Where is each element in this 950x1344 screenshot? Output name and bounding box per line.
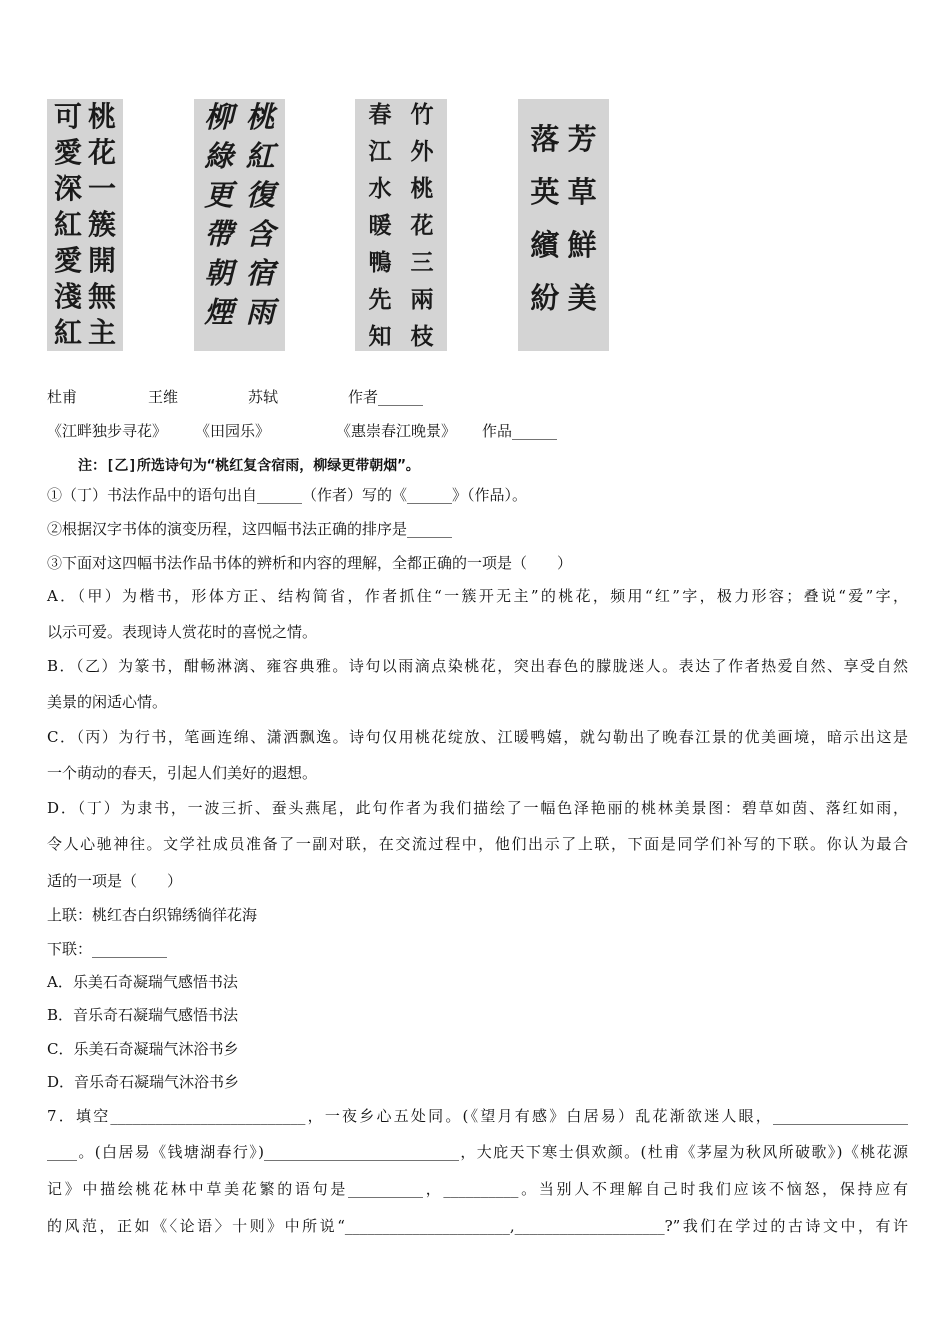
calligraphy-column [368, 101, 392, 350]
calligraphy-glyph: 柳 [204, 100, 234, 134]
author-wang-wei: 王维 [148, 388, 179, 406]
calligraphy-column [204, 100, 234, 347]
choice-d: D．音乐奇石凝瑞气沐浴书乡 [47, 1073, 240, 1091]
calligraphy-glyph: 三 [410, 249, 434, 276]
calligraphy-glyph: 知 [368, 323, 392, 350]
calligraphy-glyph: 水 [368, 175, 392, 202]
option-line: C．（丙）为行书，笔画连绵、潇洒飘逸。诗句仅用桃花绽放、江暖鸭嬉，就勾勒出了晚春江景的优美画境，暗示出这是 [47, 728, 908, 746]
choice-b: B．音乐奇石凝瑞气感悟书法 [47, 1006, 239, 1024]
calligraphy-glyph: 宿 [245, 256, 275, 290]
choice-a: A．乐美石奇凝瑞气感悟书法 [47, 973, 238, 991]
calligraphy-glyph: 簇 [87, 208, 116, 241]
calligraphy-ding [518, 99, 609, 351]
calligraphy-glyph: 枝 [410, 323, 434, 350]
calligraphy-glyph: 帶 [204, 217, 234, 251]
calligraphy-glyph: 可 [53, 100, 82, 133]
couplet-lower: 下联：__________ [47, 940, 168, 958]
calligraphy-glyph: 含 [245, 217, 275, 251]
option-line: 令人心驰神往。文学社成员准备了一副对联，在交流过程中，他们出示了上联，下面是同学们补写的下联。你认为最合 [47, 835, 908, 853]
calligraphy-glyph: 美 [567, 281, 597, 315]
calligraphy-glyph: 雨 [245, 295, 275, 329]
calligraphy-glyph: 桃 [245, 100, 275, 134]
calligraphy-glyph: 無 [87, 280, 116, 313]
work-huichong: 《惠崇春江晚景》 [336, 422, 457, 440]
calligraphy-glyph: 英 [530, 175, 560, 209]
option-line: B．（乙）为篆书，酣畅淋漓、雍容典雅。诗句以雨滴点染桃花，突出春色的朦胧迷人。表达了作者热爱自然、享受自然 [47, 657, 908, 675]
calligraphy-glyph: 江 [368, 138, 392, 165]
calligraphy-glyph: 桃 [87, 100, 116, 133]
calligraphy-glyph: 暖 [368, 212, 392, 239]
calligraphy-glyph: 芳 [567, 122, 597, 156]
calligraphy-glyph: 煙 [204, 295, 234, 329]
calligraphy-glyph: 愛 [53, 244, 82, 277]
calligraphy-yi [194, 99, 285, 351]
fill-line: 7．填空__________________________，一夜乡心五处同。(《望月有感》白居易）乱花渐欲迷人眼，__________________ [47, 1107, 908, 1125]
work-jiangpan: 《江畔独步寻花》 [47, 422, 168, 440]
note: 注：[乙]所选诗句为“桃红复含宿雨，柳绿更带朝烟”。 [78, 458, 420, 474]
calligraphy-glyph: 復 [245, 178, 275, 212]
calligraphy-glyph: 落 [530, 122, 560, 156]
question-line: ③下面对这四幅书法作品书体的辨析和内容的理解，全都正确的一项是（ ） [47, 554, 573, 572]
author-blank: 作者______ [348, 388, 424, 406]
option-line: 一个萌动的春天，引起人们美好的遐想。 [47, 764, 318, 782]
calligraphy-glyph: 竹 [410, 101, 434, 128]
calligraphy-glyph: 外 [410, 138, 434, 165]
work-blank: 作品______ [482, 422, 558, 440]
calligraphy-glyph: 桃 [410, 175, 434, 202]
calligraphy-glyph: 花 [87, 136, 116, 169]
calligraphy-glyph: 花 [410, 212, 434, 239]
calligraphy-glyph: 紅 [53, 316, 82, 349]
calligraphy-glyph: 鮮 [567, 228, 597, 262]
calligraphy-glyph: 開 [87, 244, 116, 277]
calligraphy-column [567, 122, 597, 347]
fill-line: 的风范，正如《〈论语〉十则》中所说“______________________,____________________?”我们在学过的古诗文中，有许 [47, 1217, 908, 1235]
calligraphy-glyph: 朝 [204, 256, 234, 290]
calligraphy-bing [355, 99, 447, 351]
calligraphy-glyph: 先 [368, 286, 392, 313]
calligraphy-glyph: 更 [204, 178, 234, 212]
calligraphy-column [530, 122, 560, 347]
calligraphy-column [53, 100, 82, 349]
fill-line: 记》中描绘桃花林中草美花繁的语句是__________，__________。当别人不理解自己时我们应该不恼怒，保持应有 [47, 1180, 908, 1198]
calligraphy-column [410, 101, 434, 350]
option-line: D．（丁）为隶书，一波三折、蚕头燕尾，此句作者为我们描绘了一幅色泽艳丽的桃林美景图：碧草如茵、落红如雨， [47, 799, 908, 817]
author-su-shi: 苏轼 [248, 388, 279, 406]
calligraphy-glyph: 紛 [530, 281, 560, 315]
calligraphy-glyph: 紅 [245, 139, 275, 173]
calligraphy-glyph: 紅 [53, 208, 82, 241]
calligraphy-column [245, 100, 275, 347]
calligraphy-glyph: 一 [87, 172, 116, 205]
option-line: 以示可爱。表现诗人赏花时的喜悦之情。 [47, 623, 318, 641]
calligraphy-glyph: 淺 [53, 280, 82, 313]
calligraphy-glyph: 綠 [204, 139, 234, 173]
calligraphy-glyph: 兩 [410, 286, 434, 313]
calligraphy-glyph: 春 [368, 101, 392, 128]
couplet-upper: 上联：桃红杏白织锦绣徜徉花海 [47, 906, 258, 924]
fill-line: ____。(白居易《钱塘湖春行》)__________________________，大庇天下寒士俱欢颜。(杜甫《茅屋为秋风所破歌》)《桃花源 [47, 1143, 908, 1161]
calligraphy-glyph: 繽 [530, 228, 560, 262]
calligraphy-glyph: 鴨 [368, 249, 392, 276]
option-line: 适的一项是（ ） [47, 872, 183, 890]
work-tianyuanle: 《田园乐》 [195, 422, 271, 440]
author-du-fu: 杜甫 [47, 388, 78, 406]
option-line: A．（甲）为楷书，形体方正、结构简省，作者抓住“一簇开无主”的桃花，频用“红”字，极力形容；叠说“爱”字， [47, 587, 908, 605]
choice-c: C．乐美石奇凝瑞气沐浴书乡 [47, 1040, 239, 1058]
calligraphy-glyph: 草 [567, 175, 597, 209]
calligraphy-jia [47, 99, 123, 351]
question-line: ②根据汉字书体的演变历程，这四幅书法正确的排序是______ [47, 520, 453, 538]
question-line: ①（丁）书法作品中的语句出自______（作者）写的《______》（作品）。 [47, 486, 528, 504]
calligraphy-glyph: 愛 [53, 136, 82, 169]
calligraphy-glyph: 主 [87, 316, 116, 349]
calligraphy-column [87, 100, 116, 349]
option-line: 美景的闲适心情。 [47, 693, 168, 711]
calligraphy-glyph: 深 [53, 172, 82, 205]
